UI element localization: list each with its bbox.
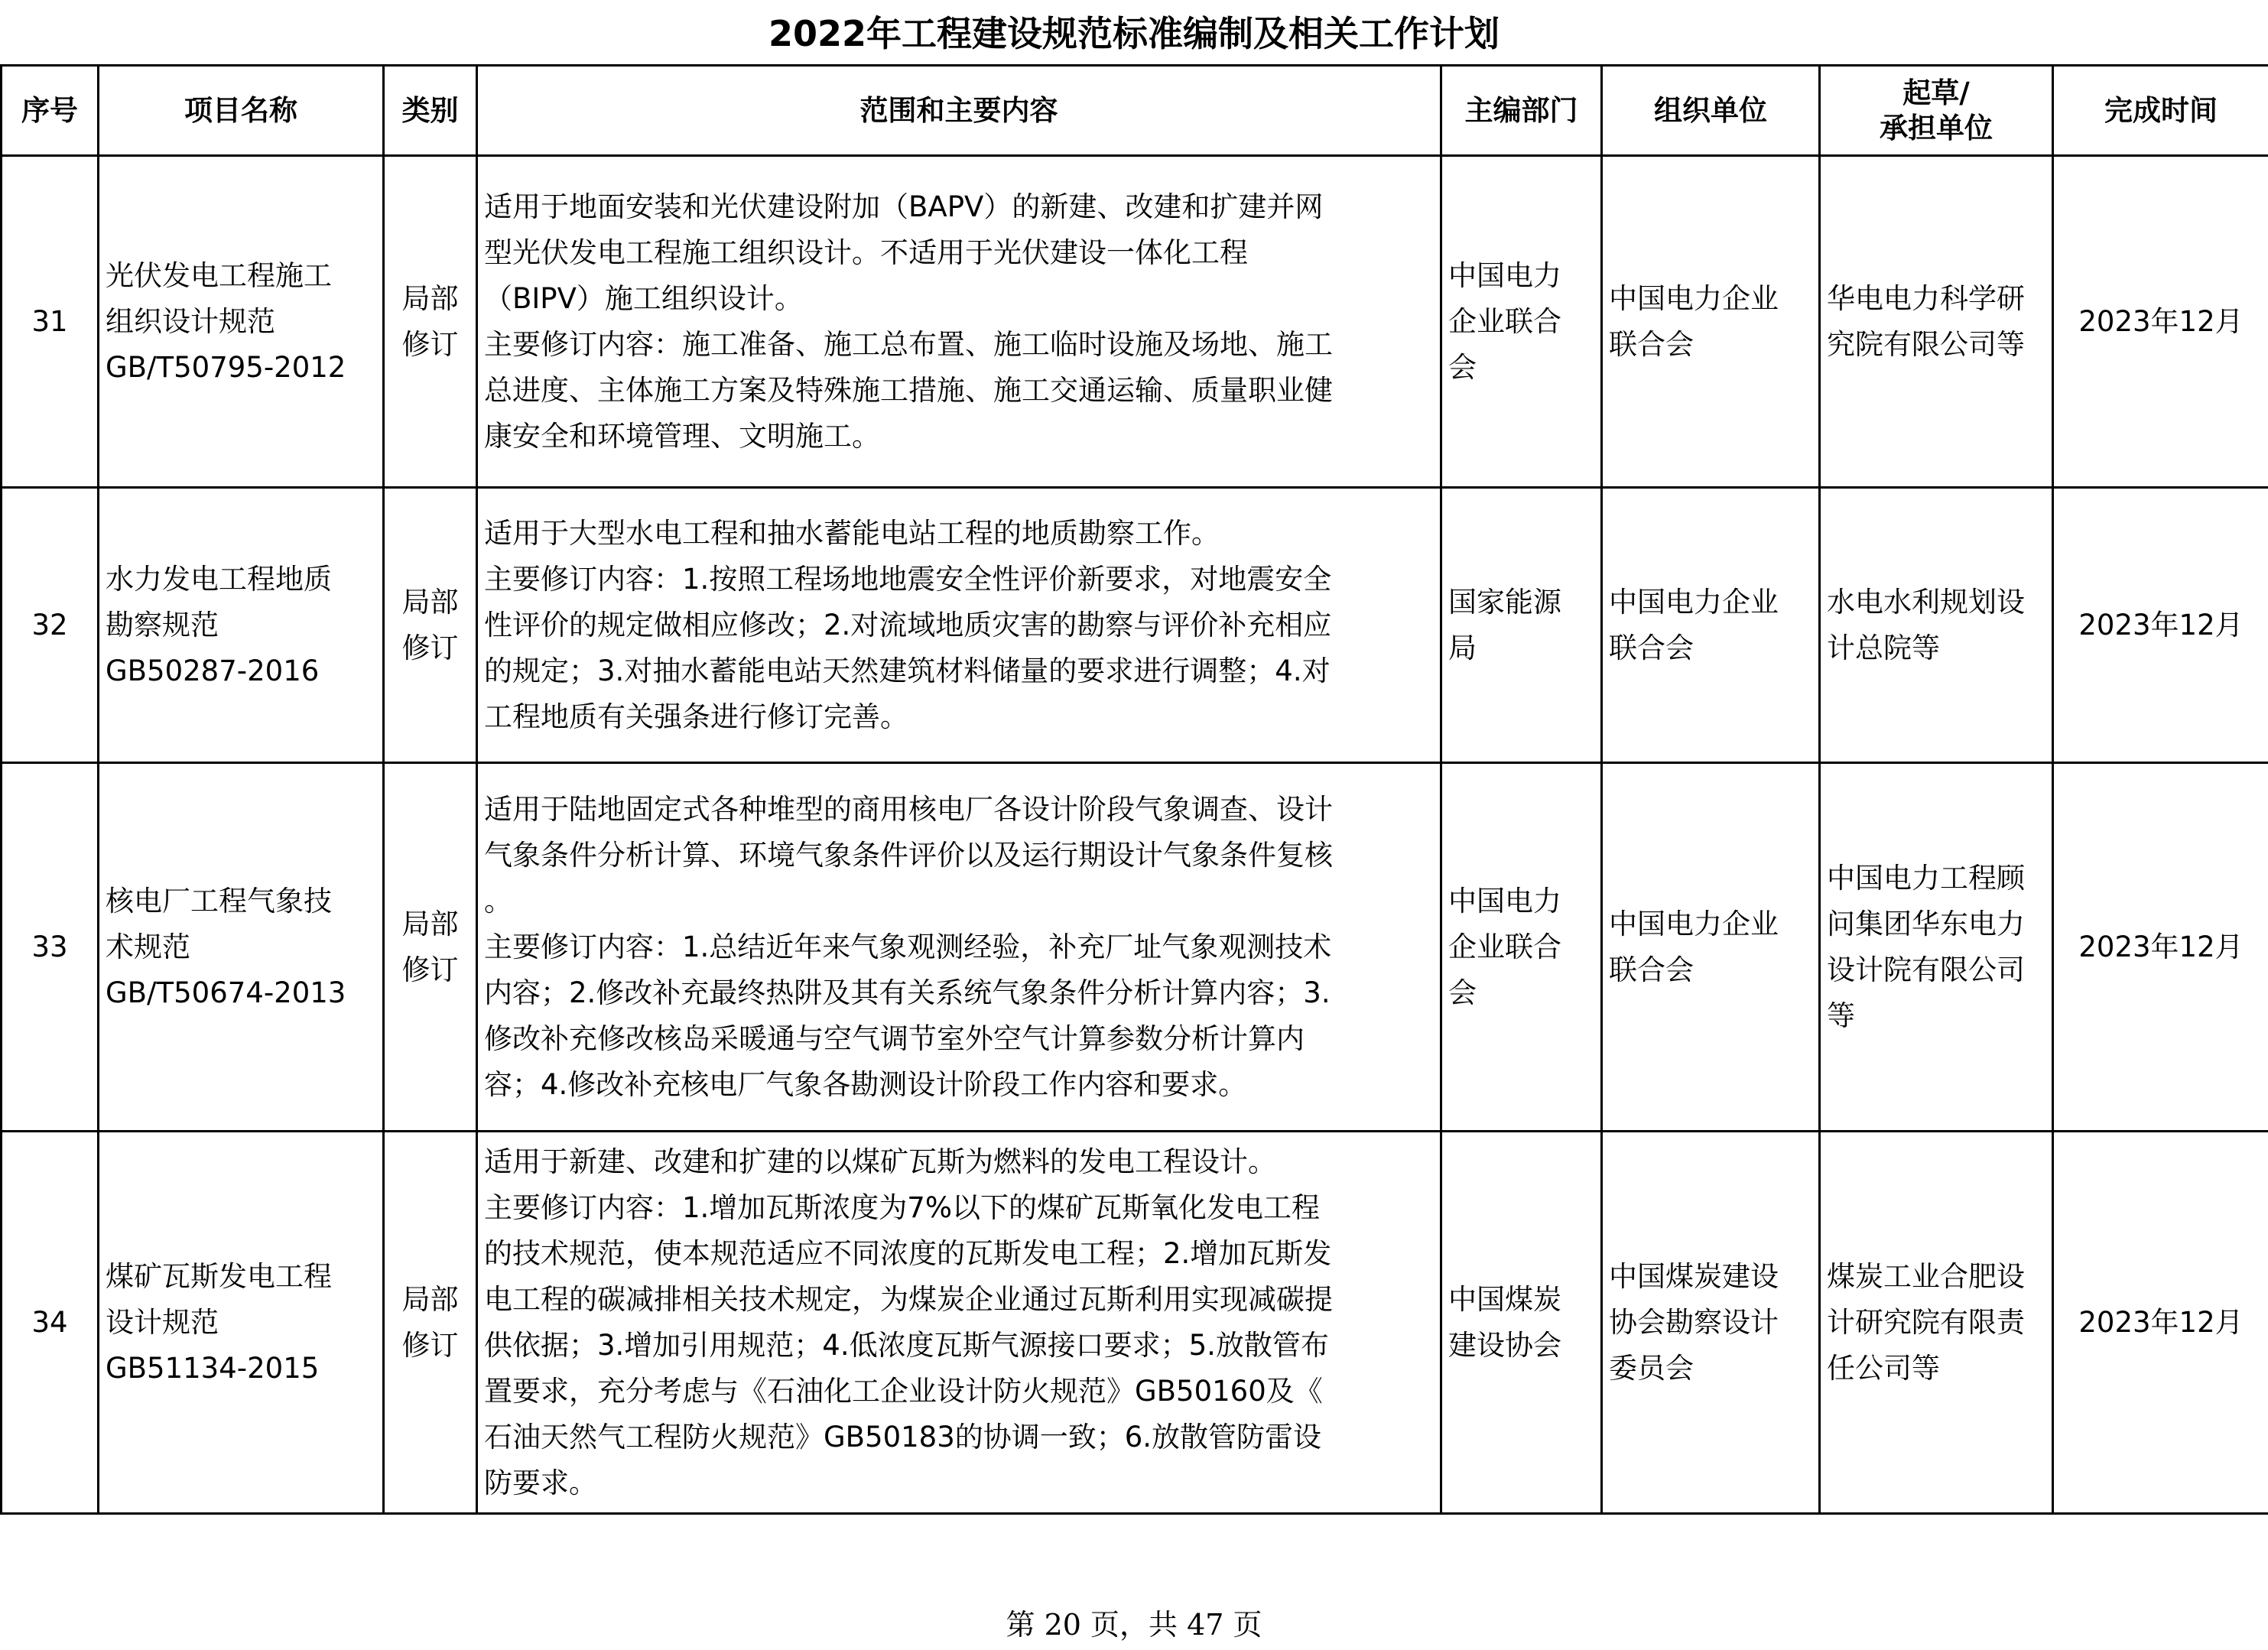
table-row — [2, 156, 2268, 488]
cell-organizer — [1602, 156, 1820, 488]
cell-scope-line: 主要修订内容：1.增加瓦斯浓度为7%以下的煤矿瓦斯氧化发电工程 — [484, 1190, 1320, 1224]
cell-scope-line: 工程地质有关强条进行修订完善。 — [484, 700, 908, 733]
page-footer: 第 20 页，共 47 页 — [1006, 1608, 1262, 1642]
cell-editor-line: 国家能源 — [1448, 585, 1561, 619]
cell-scope-line: 气象条件分析计算、环境气象条件评价以及运行期设计气象条件复核 — [484, 838, 1333, 872]
cell-name — [99, 488, 384, 763]
cell-editor — [1441, 1132, 1602, 1514]
cell-scope-line: 石油天然气工程防火规范》GB50183的协调一致；6.放散管防雷设 — [484, 1420, 1322, 1453]
cell-category — [384, 156, 477, 488]
cell-scope-line: 适用于地面安装和光伏建设附加（BAPV）的新建、改建和扩建并网 — [484, 190, 1324, 223]
cell-name — [99, 1132, 384, 1514]
cell-name-line: 设计规范 — [106, 1305, 219, 1339]
header-deadline: 完成时间 — [2053, 66, 2268, 156]
cell-scope-line: 。 — [484, 884, 512, 918]
cell-name-line: GB50287-2016 — [106, 654, 320, 687]
cell-drafter-line: 计研究院有限责 — [1827, 1305, 2025, 1339]
plan-table — [0, 64, 2268, 1515]
table-body — [2, 156, 2268, 1514]
cell-scope — [477, 1132, 1441, 1514]
cell-drafter-line: 等 — [1827, 999, 1855, 1032]
cell-name-line: 光伏发电工程施工 — [106, 258, 332, 292]
cell-name-line: 水力发电工程地质 — [106, 562, 332, 596]
cell-name-line: GB51134-2015 — [106, 1351, 320, 1385]
cell-category-line: 局部 — [401, 907, 459, 940]
cell-seq: 32 — [2, 488, 99, 763]
cell-category — [384, 1132, 477, 1514]
cell-drafter-line: 计总院等 — [1827, 631, 1940, 664]
cell-deadline: 2023年12月 — [2053, 763, 2268, 1132]
cell-scope-line: 总进度、主体施工方案及特殊施工措施、施工交通运输、质量职业健 — [484, 373, 1333, 407]
cell-editor-line: 企业联合 — [1448, 930, 1561, 963]
cell-seq: 31 — [2, 156, 99, 488]
cell-drafter — [1820, 763, 2053, 1132]
cell-name — [99, 156, 384, 488]
table-row — [2, 763, 2268, 1132]
cell-organizer-line: 协会勘察设计 — [1609, 1305, 1779, 1339]
cell-scope-line: 置要求，充分考虑与《石油化工企业设计防火规范》GB50160及《 — [484, 1374, 1323, 1408]
cell-editor-line: 会 — [1448, 976, 1477, 1009]
cell-editor-line: 中国电力 — [1448, 884, 1561, 918]
table-row — [2, 488, 2268, 763]
cell-editor-line: 中国煤炭 — [1448, 1282, 1561, 1316]
cell-drafter-line: 煤炭工业合肥设 — [1827, 1259, 2025, 1293]
cell-organizer-line: 中国煤炭建设 — [1609, 1259, 1779, 1293]
cell-scope-line: 电工程的碳减排相关技术规定，为煤炭企业通过瓦斯利用实现减碳提 — [484, 1282, 1333, 1316]
page-title: 2022年工程建设规范标准编制及相关工作计划 — [768, 13, 1500, 54]
header-scope: 范围和主要内容 — [477, 66, 1441, 156]
cell-name-line: 组织设计规范 — [106, 304, 275, 338]
cell-deadline: 2023年12月 — [2053, 1132, 2268, 1514]
cell-category-line: 修订 — [401, 327, 459, 361]
cell-scope-line: 容；4.修改补充核电厂气象各勘测设计阶段工作内容和要求。 — [484, 1067, 1247, 1101]
cell-deadline: 2023年12月 — [2053, 156, 2268, 488]
cell-name-line: GB/T50795-2012 — [106, 350, 346, 384]
cell-scope-line: 性评价的规定做相应修改；2.对流域地质灾害的勘察与评价补充相应 — [484, 608, 1332, 641]
cell-organizer-line: 中国电力企业 — [1609, 281, 1779, 315]
cell-name-line: 核电厂工程气象技 — [106, 884, 332, 918]
cell-scope-line: 主要修订内容：1.按照工程场地地震安全性评价新要求，对地震安全 — [484, 562, 1332, 596]
cell-editor-line: 中国电力 — [1448, 258, 1561, 292]
cell-organizer — [1602, 1132, 1820, 1514]
cell-category-line: 修订 — [401, 1328, 459, 1362]
cell-category-line: 修订 — [401, 631, 459, 664]
cell-name-line: 煤矿瓦斯发电工程 — [106, 1259, 332, 1293]
cell-category — [384, 763, 477, 1132]
table-header-row — [2, 66, 2268, 156]
cell-organizer-line: 中国电力企业 — [1609, 585, 1779, 619]
cell-organizer-line: 联合会 — [1609, 953, 1694, 986]
cell-editor-line: 企业联合 — [1448, 304, 1561, 338]
cell-scope-line: 适用于新建、改建和扩建的以煤矿瓦斯为燃料的发电工程设计。 — [484, 1145, 1276, 1178]
cell-category-line: 局部 — [401, 585, 459, 619]
cell-organizer — [1602, 763, 1820, 1132]
cell-category-line: 修订 — [401, 953, 459, 986]
cell-seq: 34 — [2, 1132, 99, 1514]
cell-drafter-line: 华电电力科学研 — [1827, 281, 2025, 315]
cell-scope-line: 型光伏发电工程施工组织设计。不适用于光伏建设一体化工程 — [484, 235, 1248, 269]
cell-scope-line: 的规定；3.对抽水蓄能电站天然建筑材料储量的要求进行调整；4.对 — [484, 654, 1331, 687]
cell-scope-line: 供依据；3.增加引用规范；4.低浓度瓦斯气源接口要求；5.放散管布 — [484, 1328, 1329, 1362]
cell-organizer — [1602, 488, 1820, 763]
cell-scope-line: 的技术规范，使本规范适应不同浓度的瓦斯发电工程；2.增加瓦斯发 — [484, 1236, 1332, 1270]
cell-scope-line: 主要修订内容：施工准备、施工总布置、施工临时设施及场地、施工 — [484, 327, 1333, 361]
cell-scope — [477, 763, 1441, 1132]
cell-scope-line: 主要修订内容：1.总结近年来气象观测经验，补充厂址气象观测技术 — [484, 930, 1332, 963]
cell-scope-line: 修改补充修改核岛采暖通与空气调节室外空气计算参数分析计算内 — [484, 1022, 1305, 1055]
cell-scope — [477, 156, 1441, 488]
cell-organizer-line: 中国电力企业 — [1609, 907, 1779, 940]
cell-organizer-line: 联合会 — [1609, 631, 1694, 664]
cell-deadline: 2023年12月 — [2053, 488, 2268, 763]
cell-scope-line: 适用于陆地固定式各种堆型的商用核电厂各设计阶段气象调查、设计 — [484, 792, 1333, 826]
cell-category-line: 局部 — [401, 281, 459, 315]
cell-scope-line: 康安全和环境管理、文明施工。 — [484, 419, 880, 453]
cell-editor — [1441, 488, 1602, 763]
cell-drafter — [1820, 488, 2053, 763]
cell-drafter-line: 水电水利规划设 — [1827, 585, 2025, 619]
cell-editor-line: 会 — [1448, 350, 1477, 384]
cell-scope-line: （BIPV）施工组织设计。 — [484, 281, 803, 315]
header-name: 项目名称 — [99, 66, 384, 156]
cell-organizer-line: 联合会 — [1609, 327, 1694, 361]
cell-scope — [477, 488, 1441, 763]
cell-editor-line: 局 — [1448, 631, 1477, 664]
cell-drafter — [1820, 1132, 2053, 1514]
cell-scope-line: 适用于大型水电工程和抽水蓄能电站工程的地质勘察工作。 — [484, 516, 1220, 550]
cell-name — [99, 763, 384, 1132]
cell-drafter-line: 中国电力工程顾 — [1827, 861, 2025, 895]
cell-organizer-line: 委员会 — [1609, 1351, 1694, 1385]
header-editor: 主编部门 — [1441, 66, 1602, 156]
cell-scope-line: 防要求。 — [484, 1466, 597, 1499]
cell-editor — [1441, 763, 1602, 1132]
table-row — [2, 1132, 2268, 1514]
header-organizer: 组织单位 — [1602, 66, 1820, 156]
header-category: 类别 — [384, 66, 477, 156]
header-seq: 序号 — [2, 66, 99, 156]
header-drafter — [1820, 66, 2053, 156]
cell-category-line: 局部 — [401, 1282, 459, 1316]
cell-drafter-line: 问集团华东电力 — [1827, 907, 2025, 940]
header-drafter-line1: 起草/ — [1902, 76, 1970, 109]
cell-category — [384, 488, 477, 763]
cell-scope-line: 内容；2.修改补充最终热阱及其有关系统气象条件分析计算内容；3. — [484, 976, 1331, 1009]
cell-name-line: 勘察规范 — [106, 608, 219, 641]
header-drafter-line2: 承担单位 — [1880, 111, 1993, 145]
cell-drafter — [1820, 156, 2053, 488]
cell-drafter-line: 设计院有限公司 — [1827, 953, 2025, 986]
cell-name-line: GB/T50674-2013 — [106, 976, 346, 1009]
cell-editor — [1441, 156, 1602, 488]
cell-drafter-line: 究院有限公司等 — [1827, 327, 2025, 361]
cell-name-line: 术规范 — [106, 930, 190, 963]
cell-editor-line: 建设协会 — [1448, 1328, 1561, 1362]
cell-drafter-line: 任公司等 — [1827, 1351, 1940, 1385]
cell-seq: 33 — [2, 763, 99, 1132]
